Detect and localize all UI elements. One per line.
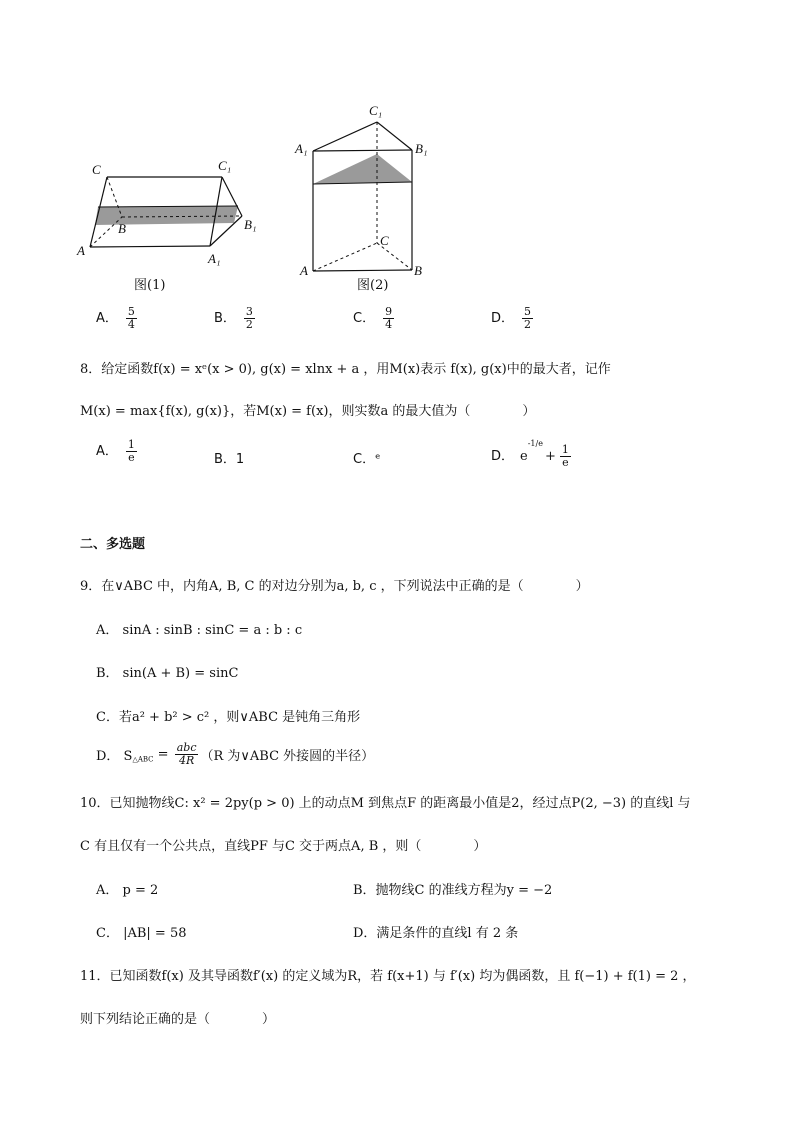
q7-choice-d (491, 306, 535, 331)
figure-2-svg (295, 100, 445, 295)
label-A1: A₁ (208, 251, 221, 266)
edge (377, 122, 412, 150)
edge-hidden (313, 243, 377, 271)
q8-choice-a: A． $\frac{1}{e}$ (96, 438, 135, 465)
q8-choice-d: D． $e^{-1/e}+$ $\frac{1}{e}$ (491, 439, 569, 469)
label-B1: B₁ (244, 217, 257, 232)
q10-choice-a: A． p = 2 (96, 883, 159, 898)
q7-choice-b (214, 306, 257, 331)
figure-2-section (313, 154, 412, 184)
fraction: $\frac{5}{4}$ (127, 305, 135, 332)
fraction: $\frac{1}{e}$ (127, 438, 135, 465)
figure-1-caption: 图(1) (134, 278, 166, 293)
edge (313, 150, 412, 151)
q9-stem: 9．在∨ABC 中，内角A, B, C 的对边分别为a, b, c ，下列说法中正确的是（ ） (80, 579, 589, 594)
label-A1: A₁ (295, 141, 308, 156)
label-C: C (380, 233, 389, 248)
q10-choice-b: B．抛物线C 的准线方程为y = −2 (353, 883, 553, 898)
label-C: C (92, 162, 101, 177)
section-title: 二、多选题 (80, 537, 146, 552)
fraction: $\frac{3}{2}$ (245, 305, 253, 332)
edge (90, 246, 210, 247)
q9-choice-b: B． sin(A + B) = sinC (96, 666, 239, 681)
q11-stem-line2: 则下列结论正确的是（ ） (80, 1012, 276, 1027)
label-A: A (300, 263, 308, 278)
q8-stem-line1: 8．给定函数f(x) = xᵉ(x > 0), g(x) = xlnx + a ，用M(x)表示 f(x), g(x)中的最大者，记作 (80, 362, 611, 377)
q10-stem-line1: 10．已知抛物线C: x² = 2py(p > 0) 上的动点M 到焦点F 的距离最小值是2，经过点P(2, −3) 的直线l 与 (80, 796, 691, 811)
fraction: $\frac{1}{e}$ (561, 442, 569, 469)
q9-choice-c: C．若a² + b² > c² ，则∨ABC 是钝角三角形 (96, 710, 361, 725)
q7-choice-c (353, 306, 396, 331)
q8-stem-line2: M(x) = max{f(x), g(x)}，若M(x) = f(x)，则实数a 的最大值为（ ） (80, 404, 536, 419)
edge (313, 122, 377, 151)
choice-letter: C． (353, 311, 376, 327)
q9-choice-a: A． sinA : sinB : sinC = a : b : c (96, 623, 303, 638)
q11-stem-line1: 11．已知函数f(x) 及其导函数f′(x) 的定义域为R，若 f(x+1) 与 f′(x) 均为偶函数，且 f(−1) + f(1) = 2 ， (80, 969, 696, 984)
label-A: A (77, 243, 85, 258)
fraction: $\frac{5}{2}$ (524, 305, 532, 332)
figure-2 (295, 100, 445, 295)
label-B: B (414, 263, 422, 278)
fraction: $\frac{9}{4}$ (385, 305, 393, 332)
q9-choice-d: D． $S_{\triangle ABC}$ = $\frac{\text{abc}}{4R}$ （R 为∨ABC 外接圆的半径） (96, 741, 375, 768)
q10-choice-d: D．满足条件的直线l 有 2 条 (353, 926, 519, 941)
choice-letter: B． (214, 311, 236, 327)
choice-letter: D． (491, 311, 515, 327)
figure-2-caption: 图(2) (357, 278, 389, 293)
choice-letter: A． (96, 311, 118, 327)
fraction: $\frac{\text{abc}}{4R}$ (176, 741, 197, 768)
q8-choice-b: B．1 (214, 452, 245, 467)
label-B: B (118, 221, 126, 236)
label-C1: C₁ (218, 158, 232, 173)
label-C1: C₁ (369, 103, 383, 118)
edge (313, 270, 412, 271)
q8-choice-c: C．ᵉ (353, 452, 381, 467)
q10-stem-line2: C 有且仅有一个公共点，直线PF 与C 交于两点A, B ，则（ ） (80, 839, 487, 854)
q10-choice-c: C． |AB| = 58 (96, 926, 187, 941)
q7-choice-a (96, 306, 139, 331)
label-B1: B₁ (415, 141, 428, 156)
figure-1 (70, 150, 270, 300)
